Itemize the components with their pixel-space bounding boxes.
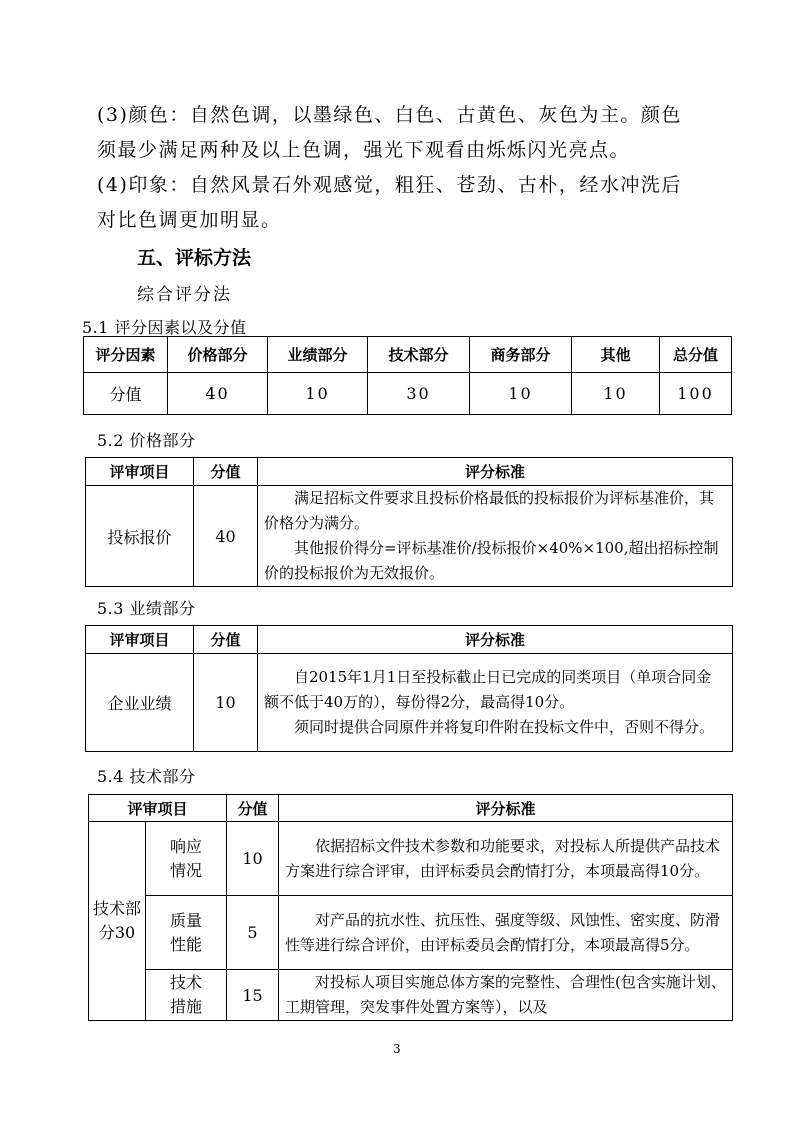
header-review-item: 评审项目 <box>86 458 194 486</box>
header-review-item: 评审项目 <box>89 795 227 822</box>
paragraph-color-line2: 须最少满足两种及以上色调，强光下观看由烁烁闪光亮点。 <box>97 139 631 161</box>
header-score: 分值 <box>194 626 258 654</box>
score-factor-table <box>83 336 732 415</box>
caption-5-2: 5.2 价格部分 <box>97 431 196 450</box>
score-response: 10 <box>227 822 279 896</box>
criteria-text: 满足招标文件要求且投标价格最低的投标报价为评标基准价，其价格分为满分。 <box>264 489 715 532</box>
score-price: 40 <box>168 373 268 415</box>
header-review-item: 评审项目 <box>86 626 194 654</box>
score-bid-price: 40 <box>194 486 258 587</box>
header-score: 分值 <box>194 458 258 486</box>
score-performance: 10 <box>268 373 368 415</box>
caption-5-3: 5.3 业绩部分 <box>97 599 196 618</box>
item-quality: 质量性能 <box>146 896 227 970</box>
row-label: 分值 <box>84 373 168 415</box>
score-other: 10 <box>572 373 660 415</box>
header-score: 分值 <box>227 795 279 822</box>
score-total: 100 <box>660 373 732 415</box>
paragraph-color-line1: (3)颜色：自然色调，以墨绿色、白色、古黄色、灰色为主。颜色 <box>97 104 682 126</box>
score-business: 10 <box>470 373 572 415</box>
caption-5-4: 5.4 技术部分 <box>97 767 196 786</box>
performance-table <box>85 625 733 752</box>
evaluation-method: 综合评分法 <box>137 285 232 305</box>
price-table <box>85 457 733 587</box>
score-company-performance: 10 <box>194 654 258 752</box>
header-price: 价格部分 <box>168 337 268 373</box>
group-technical: 技术部分30 <box>89 822 146 1021</box>
page-number: 3 <box>393 1042 401 1056</box>
header-score-factor: 评分因素 <box>84 337 168 373</box>
criteria-text: 自2015年1月1日至投标截止日已完成的同类项目（单项合同金额不低于40万的），每份得2分，最高得10分。 <box>264 668 712 711</box>
header-criteria: 评分标准 <box>279 795 733 822</box>
criteria-text: 其他报价得分=评标基准价/投标报价×40%×100,超出招标控制价的投标报价为无效报价。 <box>264 539 719 582</box>
section-heading: 五、评标方法 <box>137 247 252 269</box>
paragraph-impression-line2: 对比色调更加明显。 <box>97 209 282 231</box>
paragraph-impression-line1: (4)印象：自然风景石外观感觉，粗狂、苍劲、古朴，经水冲洗后 <box>97 174 682 196</box>
item-company-performance: 企业业绩 <box>86 654 194 752</box>
technical-table <box>88 794 733 1021</box>
item-response: 响应情况 <box>146 822 227 896</box>
header-technical: 技术部分 <box>368 337 470 373</box>
header-criteria: 评分标准 <box>258 626 733 654</box>
score-technical-measures: 15 <box>227 970 279 1021</box>
item-technical-measures: 技术措施 <box>146 970 227 1021</box>
criteria-response: 依据招标文件技术参数和功能要求，对投标人所提供产品技术方案进行综合评审，由评标委员会酌情打分，本项最高得10分。 <box>279 822 733 896</box>
criteria-quality: 对产品的抗水性、抗压性、强度等级、风蚀性、密实度、防滑性等进行综合评价，由评标委员会酌情打分，本项最高得5分。 <box>279 896 733 970</box>
header-other: 其他 <box>572 337 660 373</box>
item-bid-price: 投标报价 <box>86 486 194 587</box>
header-performance: 业绩部分 <box>268 337 368 373</box>
criteria-technical-measures: 对投标人项目实施总体方案的完整性、合理性(包含实施计划、工期管理，突发事件处置方案等），以及 <box>279 970 733 1021</box>
header-business: 商务部分 <box>470 337 572 373</box>
score-technical: 30 <box>368 373 470 415</box>
caption-5-1: 5.1 评分因素以及分值 <box>82 318 247 337</box>
header-total: 总分值 <box>660 337 732 373</box>
header-criteria: 评分标准 <box>258 458 733 486</box>
score-quality: 5 <box>227 896 279 970</box>
criteria-text: 须同时提供合同原件并将复印件附在投标文件中，否则不得分。 <box>294 718 715 736</box>
